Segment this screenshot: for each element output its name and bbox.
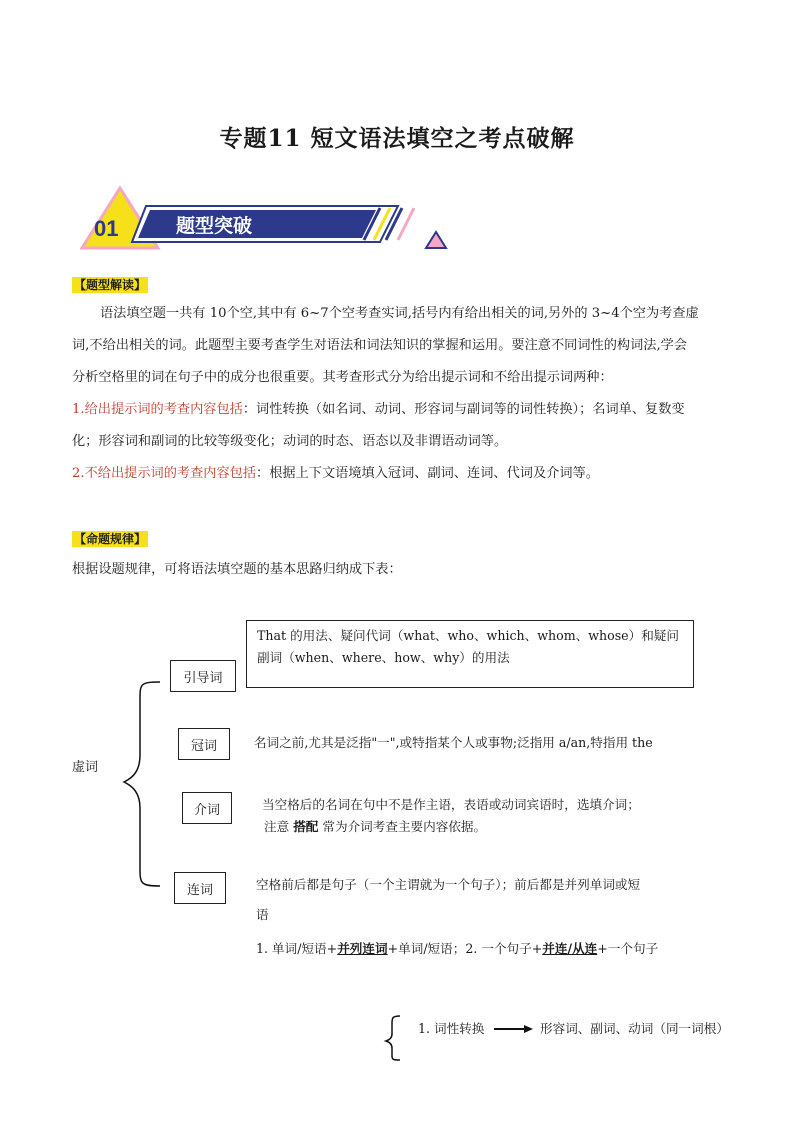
- small-brace-shape: [386, 1016, 400, 1060]
- guide-word-box: 引导词: [170, 660, 236, 692]
- point-1-label: 1.给出提示词的考查内容包括: [72, 402, 243, 417]
- point-1: [72, 394, 732, 426]
- section2-intro: 根据设题规律，可将语法填空题的基本思路归纳成下表：: [72, 562, 402, 577]
- point-1-text: ：词性转换（如名词、动词、形容词与副词等的词性转换）；名词单、复数变: [242, 402, 685, 417]
- bottom-item-1: 1. 词性转换: [418, 1021, 485, 1036]
- prep-desc-bold: 搭配: [293, 819, 319, 834]
- intro-line: 分析空格里的词在句子中的成分也很重要。其考查形式分为给出提示词和不给出提示词两种：: [72, 370, 613, 385]
- intro-line: 语法填空题一共有 10个空,其中有 6~7个空考查实词,括号内有给出相关的词,另外的 3~4个空为考查虚: [100, 306, 699, 321]
- point-2-label: 2.不给出提示词的考查内容包括: [72, 466, 257, 481]
- conjunction-box: 连词: [174, 872, 226, 904]
- arrow-head-icon: [524, 1025, 533, 1033]
- article-desc: 名词之前,尤其是泛指"一",或特指某个人或事物;泛指用 a/an,特指用 the: [254, 735, 653, 750]
- point-1-cont: 化；形容词和副词的比较等级变化；动词的时态、语态以及非谓语动词等。: [72, 434, 508, 449]
- bottom-item-1-result: 形容词、副词、动词（同一词根）: [540, 1021, 729, 1036]
- banner-graphic: [80, 186, 450, 252]
- conj-rule-part: +单词/短语；2. 一个句子+: [387, 941, 543, 956]
- conj-rule-underlined: 并连/从连: [542, 941, 598, 956]
- conj-rule-underlined: 并列连词: [337, 941, 388, 956]
- section1-body: [72, 298, 732, 490]
- banner-label: 题型突破: [176, 215, 253, 237]
- section-banner: [80, 186, 450, 256]
- section1: [72, 274, 148, 293]
- bottom-diagram: [0, 1010, 794, 1070]
- point-2-text: ：根据上下文语境填入冠词、副词、连词、代词及介词等。: [256, 466, 599, 481]
- guide-desc-line: That 的用法、疑问代词（what、who、which、whom、whose）和疑问: [257, 628, 679, 643]
- conj-rule-part: 1. 单词/短语+: [256, 941, 338, 956]
- banner-small-triangle-shape: [426, 232, 446, 248]
- section1-tag: 【题型解读】: [74, 278, 147, 292]
- left-brace-shape: [124, 682, 160, 886]
- section2: [72, 528, 148, 547]
- section2-tag: 【命题规律】: [74, 532, 147, 546]
- banner-number: 01: [94, 216, 119, 241]
- function-word-diagram: [0, 600, 794, 1000]
- point-2: [72, 458, 732, 490]
- intro-line: 词,不给出相关的词。此题型主要考查学生对语法和词法知识的掌握和运用。要注意不同词性的构词法,学会: [72, 338, 688, 353]
- article-box: 冠词: [178, 728, 230, 760]
- prep-desc-line2: [264, 816, 486, 838]
- preposition-box: 介词: [182, 792, 232, 824]
- prep-desc-line: 当空格后的名词在句中不是作主语，表语或动词宾语时，选填介词；: [262, 797, 640, 812]
- prep-desc-prefix: 注意: [264, 819, 294, 834]
- root-label: 虚词: [72, 760, 99, 775]
- prep-desc-suffix: 常为介词考查主要内容依据。: [318, 819, 487, 834]
- conj-desc-line: 空格前后都是句子（一个主谓就为一个句子）；前后都是并列单词或短: [256, 877, 641, 892]
- banner-fill-shape: [138, 210, 376, 238]
- page-title: 专题11 短文语法填空之考点破解: [219, 125, 575, 152]
- conj-desc-line: 语: [256, 907, 269, 922]
- guide-desc-line: 副词（when、where、how、why）的用法: [257, 650, 510, 665]
- conj-rule-part: +一个句子: [597, 941, 659, 956]
- guide-desc-box: [246, 620, 694, 688]
- conj-rule: [256, 938, 658, 960]
